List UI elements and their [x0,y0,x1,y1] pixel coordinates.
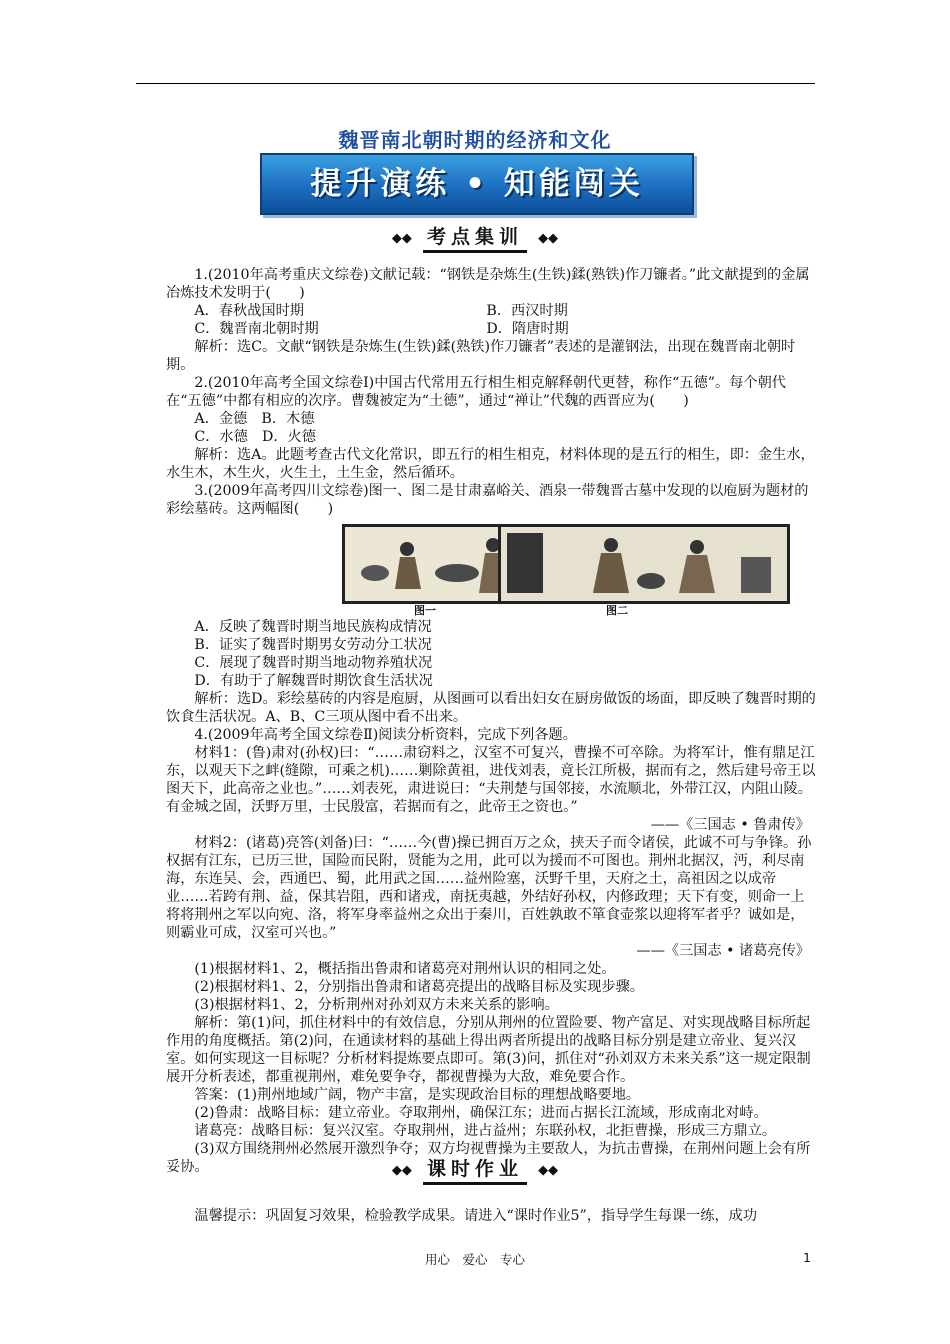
q1-stem: 1.(2010年高考重庆文综卷)文献记载：“钢铁是杂炼生(生铁)鍒(熟铁)作刀镰者。”此文献提到的金属冶炼技术发明于( ) [166,267,810,301]
diamond-icon: ◆◆ [538,231,559,246]
q3-figures [166,524,816,616]
page-footer: 用心 爱心 专心 [424,1252,525,1267]
q4-part-3: (3)根据材料1、2，分析荆州对孙刘双方未来关系的影响。 [194,997,559,1013]
q4-source-1: ——《三国志 • 鲁肃传》 [650,817,810,833]
q3-option-a: A．反映了魏晋时期当地民族构成情况 [194,619,432,635]
page-title: 魏晋南北朝时期的经济和文化 [338,128,612,152]
figure-caption-1: 图一 [414,604,436,617]
section-header-kaodian [0,224,950,254]
q3-option-d: D．有助于了解魏晋时期饮食生活状况 [194,673,433,689]
section-header-keshi [0,1156,950,1186]
q4-answer-2b: 诸葛亮：战略目标：复兴汉室。夺取荆州，进占益州；东联孙权，北拒曹操，形成三方鼎立。 [194,1123,777,1139]
header-rule [136,83,815,84]
banner-text: 提升演练 • 知能闯关 [310,166,644,202]
q1-options-row [166,320,816,338]
q4-part-1: (1)根据材料1、2，概括指出鲁肃和诸葛亮对荆州认识的相同之处。 [194,961,616,977]
q3-analysis: 解析：选D。彩绘墓砖的内容是庖厨，从图画可以看出妇女在厨房做饭的场面，即反映了魏晋时期的饮食生活状况。A、B、C三项从图中看不出来。 [166,691,816,725]
exercise-body [166,266,816,1176]
q3-stem: 3.(2009年高考四川文综卷)图一、图二是甘肃嘉峪关、酒泉一带魏晋古墓中发现的以庖厨为题材的彩绘墓砖。这两幅图( ) [166,483,809,517]
option-d: D．隋唐时期 [486,321,569,337]
q2-options-ab: A．金德 B．木德 [194,411,315,427]
option-c: C．魏晋南北朝时期 [194,321,319,337]
tip-text: 温馨提示：巩固复习效果，检验教学成果。请进入“课时作业5”，指导学生每课一练，成功 [194,1208,758,1225]
q2-stem: 2.(2010年高考全国文综卷Ⅰ)中国古代常用五行相生相克解释朝代更替，称作“五德”。每个朝代在“五德”中都有相应的次序。曹魏被定为“土德”，通过“禅让”代魏的西晋应为( ) [166,375,786,409]
q3-option-b: B．证实了魏晋时期男女劳动分工状况 [194,637,432,653]
tomb-brick-image-2 [498,524,790,604]
q1-analysis: 解析：选C。文献“钢铁是杂炼生(生铁)鍒(熟铁)作刀镰者”表述的是灌钢法，出现在魏晋南北朝时期。 [166,339,796,373]
option-b: B．西汉时期 [486,303,568,319]
q4-source-2: ——《三国志 • 诸葛亮传》 [636,943,810,959]
q4-answer-1: 答案：(1)荆州地域广阔，物产丰富，是实现政治目标的理想战略要地。 [194,1087,641,1103]
q4-material-1: 材料1：(鲁)肃对(孙权)曰：“……肃窃料之，汉室不可复兴，曹操不可卒除。为将军计，惟有鼎足江东，以观天下之衅(缝隙，可乘之机)……剿除黄祖，进伐刘表，竟长江所极，据而有之，然后建号帝王以图天下，此高帝之业也。”……刘表死，肃进说曰：“夫荆楚与国邻接，水流顺北，外带江汉，内阻山陵。有金城之固，沃野万里，士民殷富，若据而有之，此帝王之资也。” [166,745,816,815]
q2-analysis: 解析：选A。此题考查古代文化常识，即五行的相生相克，材料体现的是五行的相生，即：金生水，水生木，木生火，火生土，土生金，然后循环。 [166,447,815,481]
q4-analysis: 解析：第(1)问，抓住材料中的有效信息，分别从荆州的位置险要、物产富足、对实现战略目标所起作用的角度概括。第(2)问，在通读材料的基础上得出两者所提出的战略目标分别是建立帝业、复兴汉室。如何实现这一目标呢？分析材料提炼要点即可。第(3)问，抓住对“孙刘双方未来关系”这一规定限制展开分析表述，都重视荆州，难免要争夺，都视曹操为大敌，难免要合作。 [166,1015,811,1085]
diamond-icon: ◆◆ [538,1163,559,1178]
section-label: 考点集训 [423,224,527,253]
q4-part-2: (2)根据材料1、2，分别指出鲁肃和诸葛亮提出的战略目标及实现步骤。 [194,979,644,995]
diamond-icon: ◆◆ [391,1163,412,1178]
q1-options-row [166,302,816,320]
q2-options-cd: C．水德 D．火德 [194,429,316,445]
figure-caption-2: 图二 [606,604,628,617]
option-a: A．春秋战国时期 [194,303,304,319]
q4-stem: 4.(2009年高考全国文综卷Ⅱ)阅读分析资料，完成下列各题。 [194,727,577,743]
banner [260,153,694,215]
q4-material-2: 材料2：(诸葛)亮答(刘备)曰：“……今(曹)操已拥百万之众，挟天子而令诸侯，此诚不可与争锋。孙权据有江东，已历三世，国险而民附，贤能为之用，此可以为援而不可图也。荆州北据汉，沔，利尽南海，东连吴、会，西通巴、蜀，此用武之国……益州险塞，沃野千里，天府之土，高祖因之以成帝业……若跨有荆、益，保其岩阻，西和诸戎，南抚夷越，外结好孙权，内修政理；天下有变，则命一上将将荆州之军以向宛、洛，将军身率益州之众出于秦川，百姓孰敢不箪食壶浆以迎将军者乎？诚如是，则霸业可成，汉室可兴也。” [166,835,812,941]
tip-text-block [166,1193,816,1239]
diamond-icon: ◆◆ [391,231,412,246]
q4-answer-3: (3)双方围绕荆州必然展开激烈争夺；双方均视曹操为主要敌人，为抗击曹操，在荆州问题上会有所妥协。 [166,1141,811,1175]
q4-answer-2a: (2)鲁肃：战略目标：建立帝业。夺取荆州，确保江东；进而占据长江流域，形成南北对峙。 [194,1105,768,1121]
q3-option-c: C．展现了魏晋时期当地动物养殖状况 [194,655,433,671]
page-number: 1 [803,1250,811,1265]
section-label: 课时作业 [423,1156,527,1185]
